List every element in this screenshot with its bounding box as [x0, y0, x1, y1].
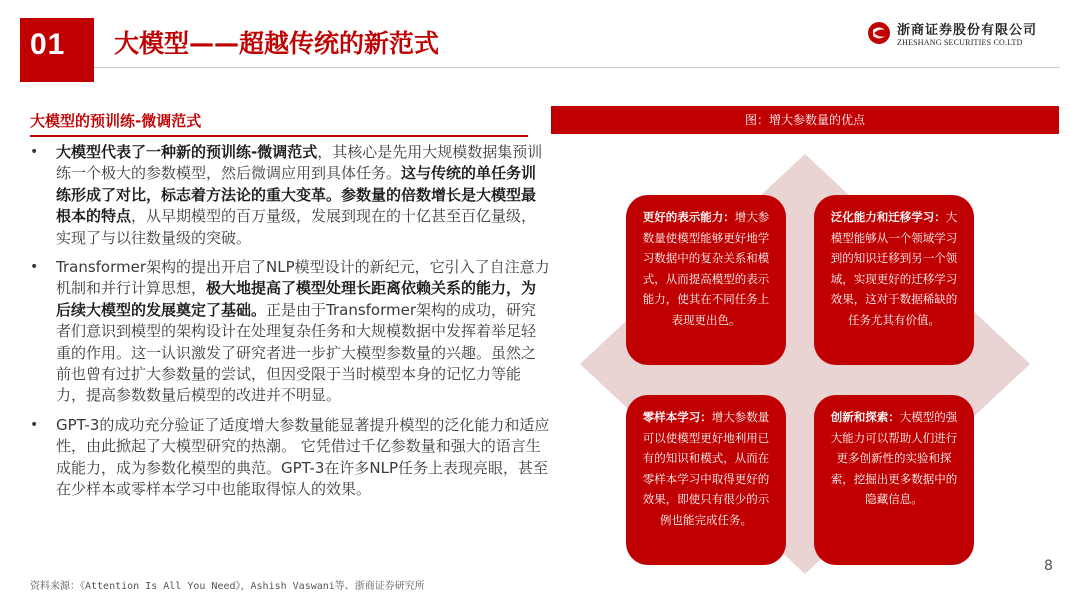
bullet-dot-icon: •: [30, 416, 39, 433]
bullet-text: 正是由于Transformer架构的成功，研究者们意识到模型的架构设计在处理复杂任务和大规模数据中发挥着举足轻重的作用。这一认识激发了研究者进一步扩大模型参数量的兴趣。虽然之前也曾有过扩大参数量的尝试，但因受限于当时模型本身的记忆力等能力，提高参数数量后模型的改进并不明显。: [56, 300, 537, 405]
bullet-text: ，其核心是先用大规模数据集预训练一个极大的参数模型，然后微调应用到具体任务。: [56, 143, 543, 183]
bullet-text: GPT-3的成功充分验证了适度增大参数量能显著提升模型的泛化能力和适应性，由此掀起了大模型研究的热潮。 它凭借过千亿参数量和强大的语言生成能力，成为参数化模型的典范。GPT-3在许多NLP任务上表现亮眼，甚至在少样本或零样本学习中也能取得惊人的效果。: [56, 415, 550, 499]
company-name-cn: 浙商证券股份有限公司: [897, 23, 1038, 38]
advantage-card-zero-shot: [626, 395, 786, 565]
header-divider: [94, 67, 1060, 68]
page-title: 大模型——超越传统的新范式: [114, 29, 440, 58]
bullet-bold-text: 大模型代表了一种新的预训练-微调范式: [56, 143, 318, 161]
card-title: 创新和探索：: [830, 410, 900, 424]
figure-caption: 图：增大参数量的优点: [551, 106, 1059, 134]
bullet-item: [30, 257, 550, 407]
advantage-card-representation: [626, 195, 786, 365]
page-number: 8: [1044, 558, 1053, 574]
card-body: 大模型的强大能力可以帮助人们进行更多创新性的实验和探索，挖掘出更多数据中的隐藏信息。: [830, 410, 958, 506]
bullet-bold-text: 这与传统的单任务训练形成了对比，标志着方法论的重大变革。参数量的倍数增长是大模型最根本的特点: [56, 164, 537, 226]
bullet-text: ，从早期模型的百万量级，发展到现在的十亿甚至百亿量级，实现了与以往数量级的突破。: [56, 207, 537, 247]
bullet-list: [30, 142, 550, 509]
bullet-bold-text: 极大地提高了模型处理长距离依赖关系的能力，为后续大模型的发展奠定了基础。: [56, 279, 537, 319]
subheading-underline: [30, 135, 528, 137]
section-subheading: 大模型的预训练-微调范式: [30, 112, 202, 130]
advantage-card-innovation: [814, 395, 974, 565]
source-note: 资料来源：《Attention Is All You Need》，Ashish Vaswani等、浙商证券研究所: [30, 581, 425, 592]
card-body: 增大参数量使模型能够更好地学习数据中的复杂关系和模式，从而提高模型的表示能力，使其在不同任务上表现更出色。: [642, 210, 770, 327]
bullet-item: [30, 142, 550, 249]
card-title: 泛化能力和迁移学习：: [830, 210, 946, 224]
bullet-item: [30, 415, 550, 501]
card-title: 零样本学习：: [642, 410, 712, 424]
card-title: 更好的表示能力：: [642, 210, 735, 224]
card-body: 大模型能够从一个领域学习到的知识迁移到另一个领域，实现更好的迁移学习效果，这对于数据稀缺的任务尤其有价值。: [830, 210, 958, 327]
bullet-dot-icon: •: [30, 259, 39, 276]
bullet-text: Transformer架构的提出开启了NLP模型设计的新纪元，它引入了自注意力机制和并行计算思想，: [56, 258, 550, 298]
section-number: 01: [30, 28, 66, 61]
advantage-card-generalization: [814, 195, 974, 365]
company-name-en: ZHESHANG SECURITIES CO.LTD: [897, 38, 1023, 47]
bullet-dot-icon: •: [30, 144, 39, 160]
card-body: 增大参数量可以使模型更好地利用已有的知识和模式，从而在零样本学习中取得更好的效果，即使只有很少的示例也能完成任务。: [642, 410, 770, 527]
company-logo-icon: [867, 21, 891, 45]
